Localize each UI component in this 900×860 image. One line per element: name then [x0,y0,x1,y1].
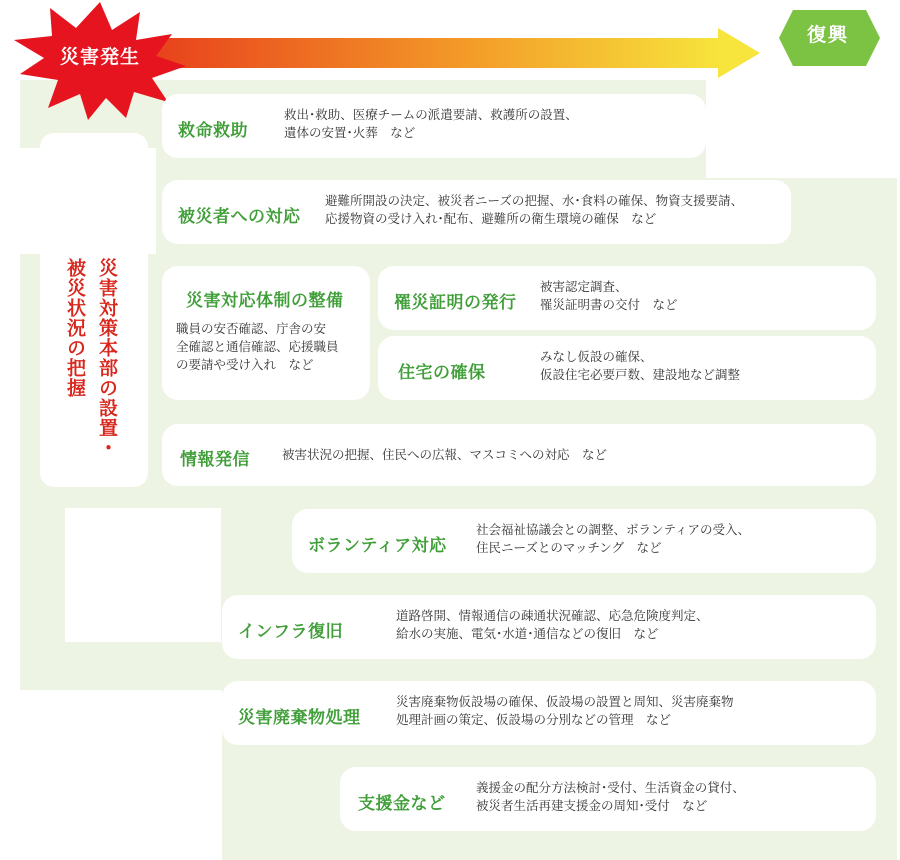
task-description: 道路啓開、情報通信の疎通状況確認、応急危険度判定、 給水の実施、電気･水道･通信などの復旧 など [396,608,709,641]
task-description: 職員の安否確認、庁舎の安 全確認と通信確認、応援職員 の要請や受け入れ など [176,321,339,372]
task-card-rescue [162,94,706,158]
task-title: 情報発信 [180,450,250,470]
task-description: 社会福祉協議会との調整、ボランティアの受入、 住民ニーズとのマッチング など [476,522,751,555]
hq-setup-label: 災害対策本部の設置・ [96,258,118,458]
task-description: 義援金の配分方法検討･受付、生活資金の貸付、 被災者生活再建支援金の周知･受付 など [476,780,745,813]
task-title: インフラ復旧 [238,622,343,642]
task-title: 被災者への対応 [178,207,301,227]
task-card-information [162,424,876,486]
task-card-infrastructure [222,595,876,659]
task-title: 支援金など [358,794,446,814]
task-description: 災害廃棄物仮設場の確保、仮設場の設置と周知、災害廃棄物 処理計画の策定、仮設場の分別などの管理 など [396,694,734,727]
task-title: 罹災証明の発行 [394,293,517,313]
task-description: 避難所開設の決定、被災者ニーズの把握、水･食料の確保、物資支援要請、 応援物資の受け入れ･配布、避難所の衛生環境の確保 など [325,193,744,226]
task-title: ボランティア対応 [308,536,447,556]
task-card-victim-response [162,180,791,244]
disaster-occurrence-label: 災害発生 [59,46,140,68]
recovery-label: 復興 [806,24,849,46]
task-title: 住宅の確保 [398,363,486,383]
task-title: 災害対応体制の整備 [186,291,344,311]
task-card-volunteer [292,509,876,573]
damage-assessment-label: 被災状況の把握 [64,258,86,398]
task-description: みなし仮設の確保、 仮設住宅必要戸数、建設地など調整 [540,349,741,382]
task-card-support-funds [340,767,876,831]
task-card-waste [222,681,876,745]
background-gap [65,508,221,642]
task-card-response-system [162,266,370,400]
task-card-housing [378,336,876,400]
task-description: 救出･救助、医療チームの派遣要請、救護所の設置、 遺体の安置･火葬 など [284,107,578,140]
task-card-disaster-certificate [378,266,876,330]
task-title: 救命救助 [178,121,248,141]
task-description: 被害状況の把握、住民への広報、マスコミへの対応 など [282,447,608,462]
task-title: 災害廃棄物処理 [238,708,361,728]
task-description: 被害認定調査、 罹災証明書の交付 など [540,279,678,312]
timeline-arrow [150,28,760,78]
